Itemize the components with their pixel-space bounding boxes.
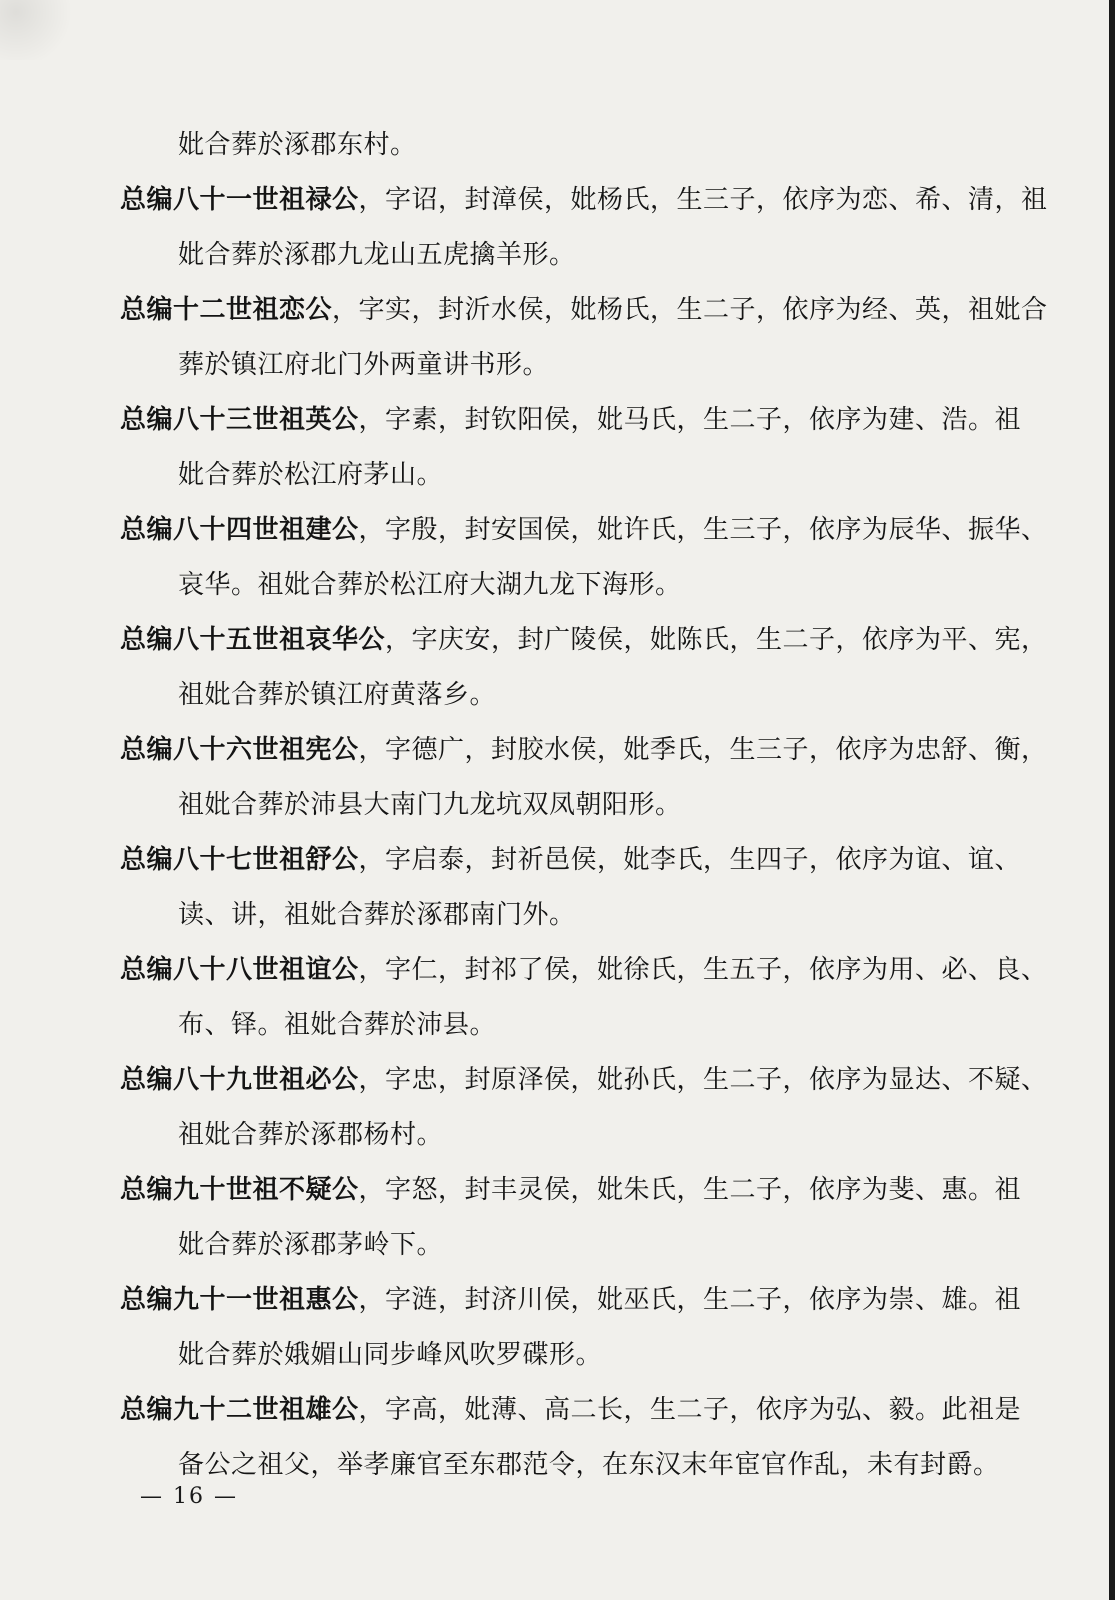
- entry-title: 总编八十八世祖谊公: [120, 955, 359, 985]
- entry-continuation: 妣合葬於涿郡九龙山五虎擒羊形。: [178, 240, 576, 270]
- genealogy-entry: [120, 1163, 1040, 1273]
- entry-continuation: 备公之祖父，举孝廉官至东郡范令，在东汉末年宦官作乱，未有封爵。: [178, 1450, 1000, 1480]
- entry-text: ，字诏，封漳侯，妣杨氏，生三子，依序为恋、希、清，祖: [358, 185, 1048, 215]
- entry-continuation: 祖妣合葬於镇江府黄落乡。: [178, 680, 497, 710]
- page-number: — 16 —: [140, 1484, 238, 1509]
- entry-text: ，字德广，封胶水侯，妣季氏，生三子，依序为忠舒、衡，: [358, 735, 1048, 765]
- entry-text: ，字仁，封祁了侯，妣徐氏，生五子，依序为用、必、良、: [358, 955, 1048, 985]
- entry-continuation: 葬於镇江府北门外两童讲书形。: [178, 350, 550, 380]
- genealogy-entry: [120, 613, 1048, 723]
- entry-title: 总编八十七世祖舒公: [120, 845, 359, 875]
- lead-paragraph: [120, 118, 1040, 173]
- entry-title: 总编十二世祖恋公: [120, 295, 333, 325]
- entry-continuation: 妣合葬於松江府茅山。: [178, 460, 444, 490]
- genealogy-entry: [120, 1273, 1040, 1383]
- entry-continuation: 布、铎。祖妣合葬於沛县。: [178, 1010, 497, 1040]
- entry-title: 总编八十四世祖建公: [120, 515, 359, 545]
- entry-text: ，字启泰，封祈邑侯，妣李氏，生四子，依序为谊、谊、: [358, 845, 1022, 875]
- entry-text: ，字殷，封安国侯，妣许氏，生三子，依序为辰华、振华、: [358, 515, 1048, 545]
- entry-text: ，字庆安，封广陵侯，妣陈氏，生二子，依序为平、宪，: [385, 625, 1048, 655]
- entry-title: 总编八十五世祖哀华公: [120, 625, 386, 655]
- genealogy-entry: [120, 723, 1048, 833]
- entry-continuation: 妣合葬於娥媚山同步峰风吹罗碟形。: [178, 1340, 603, 1370]
- lead-line: 妣合葬於涿郡东村。: [178, 130, 417, 160]
- entry-title: 总编九十二世祖雄公: [120, 1395, 359, 1425]
- entry-continuation: 祖妣合葬於涿郡杨村。: [178, 1120, 444, 1150]
- entry-title: 总编八十六世祖宪公: [120, 735, 359, 765]
- scan-edge: [1109, 0, 1115, 1600]
- scan-speckle: [0, 0, 80, 60]
- entry-text: ，字素，封钦阳侯，妣马氏，生二子，依序为建、浩。祖: [358, 405, 1022, 435]
- entry-title: 总编八十九世祖必公: [120, 1065, 359, 1095]
- genealogy-entry: [120, 393, 1040, 503]
- entry-text: ，字高，妣薄、高二长，生二子，依序为弘、毅。此祖是: [358, 1395, 1022, 1425]
- entry-continuation: 读、讲，祖妣合葬於涿郡南门外。: [178, 900, 576, 930]
- genealogy-entry: [120, 1053, 1048, 1163]
- entry-title: 总编八十三世祖英公: [120, 405, 359, 435]
- genealogy-entry: [120, 1383, 1040, 1493]
- entry-title: 总编八十一世祖禄公: [120, 185, 359, 215]
- entry-text: ，字实，封沂水侯，妣杨氏，生二子，依序为经、英，祖妣合: [332, 295, 1048, 325]
- entry-text: ，字怒，封丰灵侯，妣朱氏，生二子，依序为斐、惠。祖: [358, 1175, 1022, 1205]
- entry-title: 总编九十世祖不疑公: [120, 1175, 359, 1205]
- document-body: [120, 118, 1048, 1493]
- genealogy-entry: [120, 173, 1048, 283]
- genealogy-entry: [120, 833, 1040, 943]
- genealogy-entry: [120, 503, 1048, 613]
- entry-text: ，字涟，封济川侯，妣巫氏，生二子，依序为崇、雄。祖: [358, 1285, 1022, 1315]
- entry-title: 总编九十一世祖惠公: [120, 1285, 359, 1315]
- genealogy-entry: [120, 283, 1048, 393]
- entry-text: ，字忠，封原泽侯，妣孙氏，生二子，依序为显达、不疑、: [358, 1065, 1048, 1095]
- genealogy-entry: [120, 943, 1048, 1053]
- entry-continuation: 妣合葬於涿郡茅岭下。: [178, 1230, 444, 1260]
- entry-continuation: 哀华。祖妣合葬於松江府大湖九龙下海形。: [178, 570, 682, 600]
- entry-continuation: 祖妣合葬於沛县大南门九龙坑双凤朝阳形。: [178, 790, 682, 820]
